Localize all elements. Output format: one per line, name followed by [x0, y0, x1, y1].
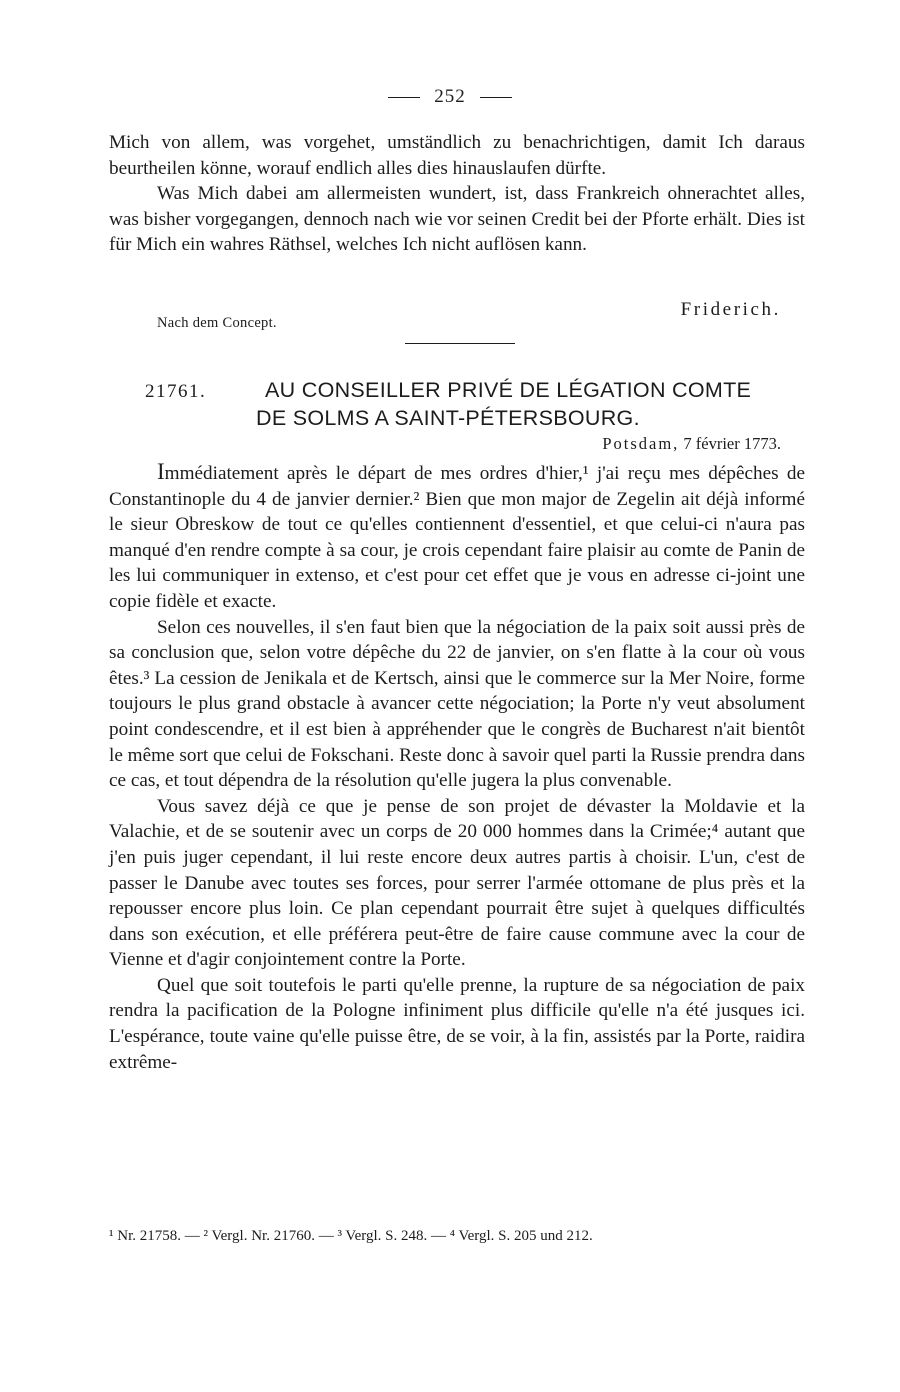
letter-title-line2: DE SOLMS A SAINT-PÉTERSBOURG. — [256, 406, 640, 430]
source-note: Nach dem Concept. — [157, 315, 277, 331]
page-number: 252 — [434, 86, 466, 107]
letter-heading — [145, 377, 825, 431]
continuation-text — [109, 130, 805, 258]
header-dash-right — [480, 97, 512, 98]
paragraph: Vous savez déjà ce que je pense de son projet de dévaster la Moldavie et la Valachie, et de se soutenir avec un corps de 20 000 hommes dans la Crimée;⁴ autant que j'en puis juger cependant, il lui reste encore deux autres partis à choisir. L'un, c'est de passer le Danube avec toutes ses forces, pour serrer l'armée ottomane de plus près et la repousser encore plus loin. Ce plan cependant pourrait être sujet à quelques difficultés dans son exécution, et elle préférera peut-être de faire cause commune avec la cour de Vienne et d'agir conjointement contre la Porte. — [109, 795, 805, 971]
paragraph: Was Mich dabei am allermeisten wundert, ist, dass Frankreich ohnerachtet alles, was bisher vorgegangen, dennoch nach wie vor seinen Credit bei der Pforte erhält. Dies ist für Mich ein wahres Räthsel, welches Ich nicht auflösen kann. — [109, 183, 805, 256]
paragraph: Selon ces nouvelles, il s'en faut bien que la négociation de la paix soit aussi près de sa conclusion que, selon votre dépêche du 22 de janvier, on s'en flatte à la cour où vous êtes.³ La cession de Jenikala et de Kertsch, ainsi que le commerce sur la Mer Noire, forme toujours le plus grand obstacle à avancer cette négociation; la Porte n'y veut absolument point condescendre, et il est bien à appréhender que le congrès de Bucharest n'ait bientôt le même sort que celui de Fokschani. Reste donc à savoir quel parti la Russie prendra dans ce cas, et tout dépendra de la résolution qu'elle jugera la plus convenable. — [109, 616, 805, 792]
paragraph: Mich von allem, was vorgehet, umständlich zu benachrichtigen, damit Ich daraus beurtheilen könne, worauf endlich alles dies hinauslaufen dürfte. — [109, 132, 805, 179]
header-dash-left — [388, 97, 420, 98]
letter-title-line1: AU CONSEILLER PRIVÉ DE LÉGATION COMTE — [265, 378, 752, 402]
closing-block — [109, 288, 805, 338]
footnotes: ¹ Nr. 21758. — ² Vergl. Nr. 21760. — ³ Vergl. S. 248. — ⁴ Vergl. S. 205 und 212. — [109, 1228, 593, 1244]
letter-number: 21761. — [145, 381, 207, 402]
dateline-date: 7 février 1773. — [683, 434, 781, 453]
paragraph: Immédiatement après le départ de mes ordres d'hier,¹ j'ai reçu mes dépêches de Constantinople du 4 de janvier dernier.² Bien que mon major de Zegelin ait déjà informé le sieur Obreskow de tout ce qu'elles contiennent d'essentiel, et que celui-ci n'aura pas manqué d'en rendre compte à sa cour, je crois cependant faire plaisir au comte de Panin de les lui communiquer in extenso, et c'est pour cet effet que je vous en adresse ci-joint une copie fidèle et exacte. — [109, 459, 805, 612]
section-divider — [405, 343, 515, 344]
letter-body — [109, 459, 805, 1075]
page-header — [0, 86, 900, 108]
dateline-place: Potsdam, — [602, 434, 680, 453]
signature: Friderich. — [680, 299, 781, 320]
paragraph: Quel que soit toutefois le parti qu'elle prenne, la rupture de sa négociation de paix rendra la pacification de la Pologne infiniment plus difficile qu'elle n'a été jusques ici. L'espérance, toute vaine qu'elle puisse être, de se voir, à la fin, assistés par la Porte, raidira extrême- — [109, 974, 805, 1073]
dateline — [602, 434, 781, 454]
